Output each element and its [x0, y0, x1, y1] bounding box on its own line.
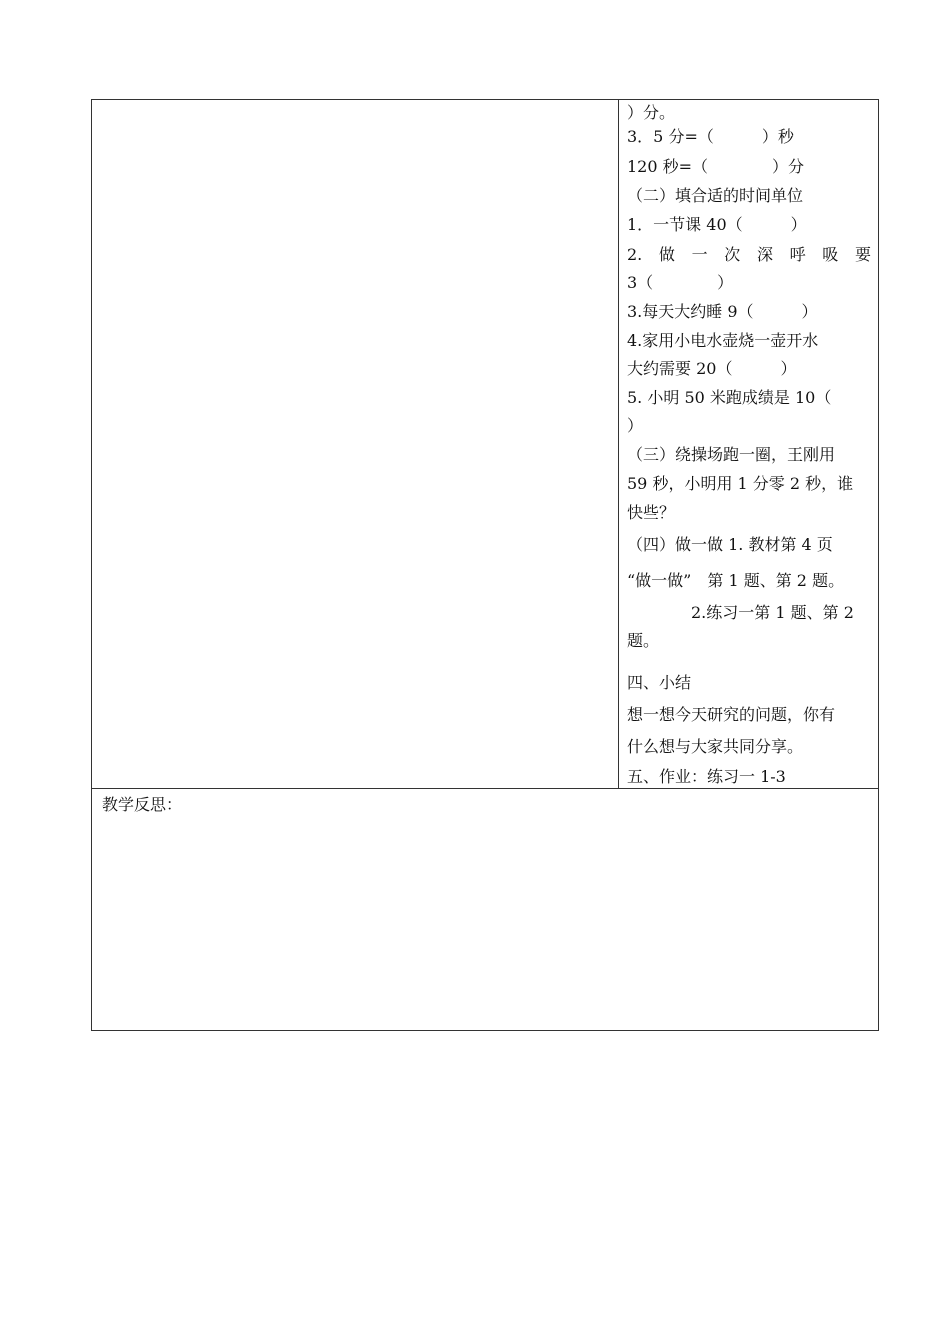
left-blank-cell	[92, 100, 619, 788]
char: 深	[756, 245, 773, 264]
text-line: 120 秒=（ ）分	[627, 157, 805, 176]
text-line: 想一想今天研究的问题，你有	[627, 705, 836, 724]
section-heading-homework: 五、作业：练习一 1-3	[627, 767, 786, 786]
section-heading-run-question: （三）绕操场跑一圈，王刚用	[627, 445, 836, 464]
section-heading-practice: （四）做一做 1. 教材第 4 页	[627, 535, 833, 554]
char: 一	[691, 245, 708, 264]
text-line: 题。	[627, 631, 660, 650]
char: 次	[724, 245, 741, 264]
reflection-row	[92, 789, 878, 1030]
text-line: 59 秒，小明用 1 分零 2 秒，谁	[627, 474, 854, 493]
text-line: 什么想与大家共同分享。	[627, 737, 804, 756]
lesson-plan-table	[91, 99, 879, 1031]
text-line-justified	[627, 245, 871, 265]
text-line: 2.练习一第 1 题、第 2	[627, 603, 854, 622]
text-line: ）分。	[627, 103, 676, 122]
text-line: 5. 小明 50 米跑成绩是 10（	[627, 388, 832, 407]
section-heading-fill-units: （二）填合适的时间单位	[627, 186, 804, 205]
text-line: “做一做” 第 1 题、第 2 题。	[627, 571, 845, 590]
text-line: 3.每天大约睡 9（ ）	[627, 302, 818, 321]
text-line: 快些？	[627, 503, 676, 522]
text-line: 3．5 分=（ ）秒	[627, 127, 794, 146]
section-heading-summary: 四、小结	[627, 673, 692, 692]
content-row	[92, 100, 878, 789]
char: 吸	[822, 245, 839, 264]
reflection-label: 教学反思：	[102, 795, 183, 814]
exercise-cell	[619, 100, 878, 788]
char: 2.	[627, 245, 643, 264]
text-line: 大约需要 20（ ）	[627, 359, 797, 378]
char: 要	[854, 245, 871, 264]
text-line: 4.家用小电水壶烧一壶开水	[627, 331, 819, 350]
char: 做	[658, 245, 675, 264]
text-line: 1．一节课 40（ ）	[627, 215, 807, 234]
text-line: 3（ ）	[627, 273, 734, 292]
char: 呼	[789, 245, 806, 264]
text-line: ）	[627, 416, 644, 435]
